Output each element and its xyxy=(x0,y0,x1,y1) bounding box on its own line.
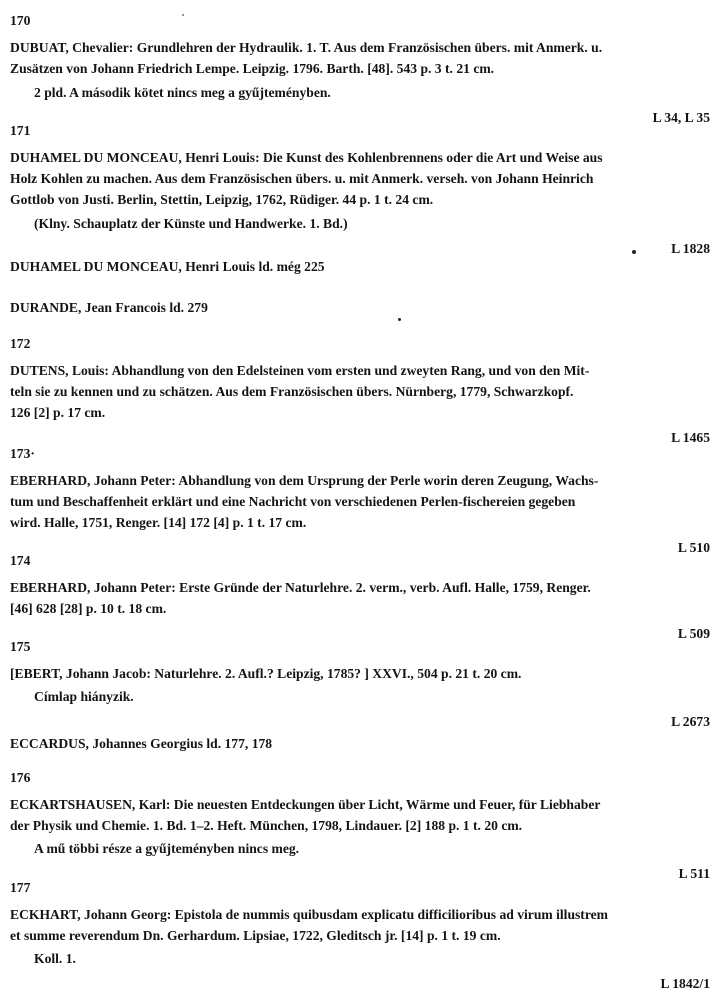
entry-text: teln sie zu kennen und zu schätzen. Aus dem Französischen übers. Nürnberg, 1779, Schwarzkopf. xyxy=(10,384,574,399)
cross-reference-duhamel xyxy=(10,256,710,277)
entry-text: ECKHART, Johann Georg: Epistola de nummis quibusdam explicatu difficilioribus ad virum illustrem xyxy=(10,907,608,922)
entry-number: 174 xyxy=(10,553,31,568)
entry-175 xyxy=(10,636,710,732)
entry-text: et summe reverendum Dn. Gerhardum. Lipsiae, 1722, Gleditsch jr. [14] p. 1 t. 19 cm. xyxy=(10,928,501,943)
shelf-mark: L 511 xyxy=(678,866,710,881)
entry-note: 2 pld. A második kötet nincs meg a gyűjteményben. xyxy=(34,85,331,100)
scan-speck xyxy=(182,14,184,16)
entry-text: 126 [2] p. 17 cm. xyxy=(10,405,106,420)
entry-text: EBERHARD, Johann Peter: Abhandlung von dem Ursprung der Perle worin deren Zeugung, Wachs- xyxy=(10,473,599,488)
entry-text: DUBUAT, Chevalier: Grundlehren der Hydraulik. 1. T. Aus dem Französischen übers. mit Anmerk. u. xyxy=(10,40,603,55)
entry-172 xyxy=(10,333,710,448)
entry-text: [EBERT, Johann Jacob: Naturlehre. 2. Aufl.? Leipzig, 1785? ] XXVI., 504 p. 21 t. 20 cm. xyxy=(10,666,522,681)
scan-speck xyxy=(398,318,401,321)
entry-number: 171 xyxy=(10,123,31,138)
cross-reference-text: DURANDE, Jean Francois ld. 279 xyxy=(10,300,208,315)
entry-177 xyxy=(10,877,710,994)
entry-text: wird. Halle, 1751, Renger. [14] 172 [4] p. 1 t. 17 cm. xyxy=(10,515,307,530)
cross-reference-durande xyxy=(10,297,710,318)
entry-173 xyxy=(10,443,710,558)
entry-text: der Physik und Chemie. 1. Bd. 1–2. Heft. München, 1798, Lindauer. [2] 188 p. 1 t. 20 cm. xyxy=(10,818,523,833)
entry-number: 173· xyxy=(10,446,35,461)
shelf-mark: L 2673 xyxy=(671,714,710,729)
entry-text: tum und Beschaffenheit erklärt und eine Nachricht von verschiedenen Perlen-fischereien gegeben xyxy=(10,494,576,509)
entry-170 xyxy=(10,10,710,128)
entry-note: Koll. 1. xyxy=(34,951,76,966)
shelf-mark: L 1465 xyxy=(671,430,710,445)
shelf-mark: L 1842/1 xyxy=(660,976,710,991)
scan-speck xyxy=(632,250,636,254)
entry-number: 177 xyxy=(10,880,31,895)
entry-text: EBERHARD, Johann Peter: Erste Gründe der Naturlehre. 2. verm., verb. Aufl. Halle, 1759, Renger. xyxy=(10,580,591,595)
entry-number: 175 xyxy=(10,639,31,654)
shelf-mark: L 509 xyxy=(677,626,710,641)
entry-note: (Klny. Schauplatz der Künste und Handwerke. 1. Bd.) xyxy=(34,216,348,231)
shelf-mark: L 34, L 35 xyxy=(652,110,710,125)
entry-number: 170 xyxy=(10,13,31,28)
shelf-mark: L 510 xyxy=(677,540,710,555)
entry-text: Holz Kohlen zu machen. Aus dem Französischen übers. u. mit Anmerk. verseh. von Johann Heinrich xyxy=(10,171,594,186)
entry-text: DUTENS, Louis: Abhandlung von den Edelsteinen vom ersten und zweyten Rang, und von den Mit- xyxy=(10,363,590,378)
entry-text: [46] 628 [28] p. 10 t. 18 cm. xyxy=(10,601,167,616)
entry-text: ECKARTSHAUSEN, Karl: Die neuesten Entdeckungen über Licht, Wärme und Feuer, für Liebhaber xyxy=(10,797,601,812)
entry-text: DUHAMEL DU MONCEAU, Henri Louis: Die Kunst des Kohlenbrennens oder die Art und Weise aus xyxy=(10,150,603,165)
entry-174 xyxy=(10,550,710,644)
cross-reference-text: ECCARDUS, Johannes Georgius ld. 177, 178 xyxy=(10,736,273,751)
entry-note: A mű többi része a gyűjteményben nincs meg. xyxy=(34,841,300,856)
entry-number: 176 xyxy=(10,770,31,785)
cross-reference-eccardus xyxy=(10,733,710,754)
entry-note: Címlap hiányzik. xyxy=(34,689,134,704)
entry-number: 172 xyxy=(10,336,31,351)
entry-text: Gottlob von Justi. Berlin, Stettin, Leipzig, 1762, Rüdiger. 44 p. 1 t. 24 cm. xyxy=(10,192,434,207)
entry-text: Zusätzen von Johann Friedrich Lempe. Leipzig. 1796. Barth. [48]. 543 p. 3 t. 21 cm. xyxy=(10,61,495,76)
shelf-mark: L 1828 xyxy=(671,241,710,256)
entry-176 xyxy=(10,767,710,884)
cross-reference-text: DUHAMEL DU MONCEAU, Henri Louis ld. még 225 xyxy=(10,259,325,274)
entry-171 xyxy=(10,120,710,259)
